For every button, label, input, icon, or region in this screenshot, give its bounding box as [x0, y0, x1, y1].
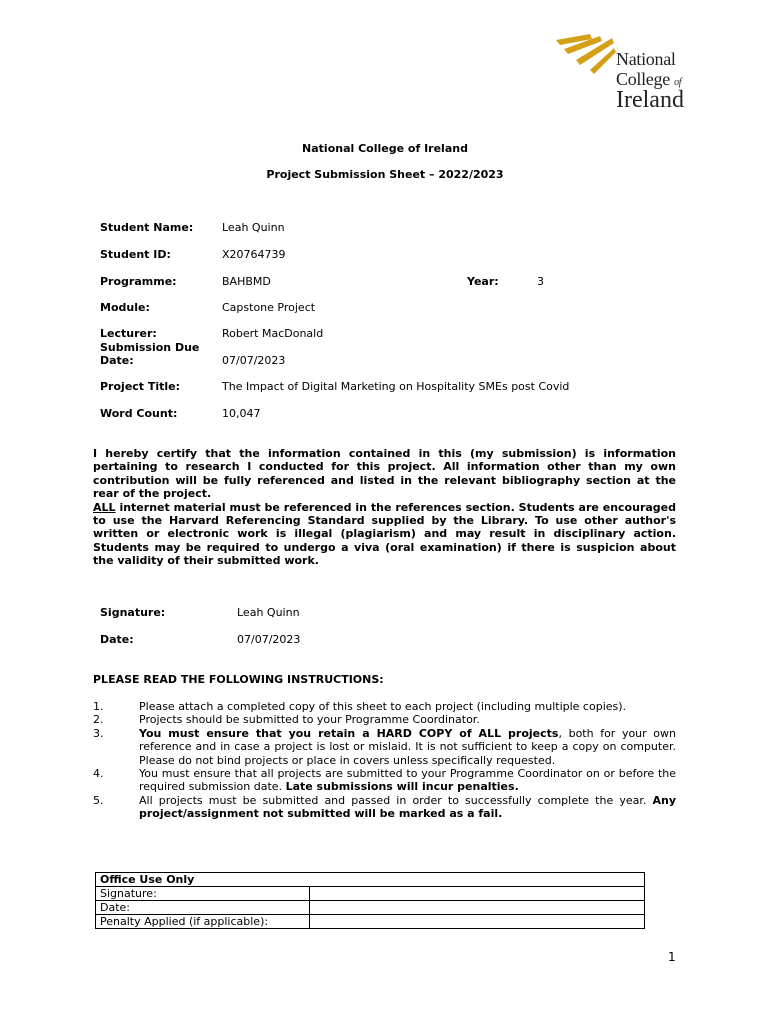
office-date-cell[interactable] — [310, 901, 645, 915]
table-row — [96, 873, 645, 887]
list-item: 4. You must ensure that all projects are submitted to your Programme Coordinator on or before the required submission date. Late submissions will incur penalties. — [93, 767, 676, 794]
due-date-label-1: Submission Due — [100, 341, 200, 354]
certification-statement — [93, 447, 676, 568]
student-name-label: Student Name: — [100, 221, 194, 234]
word-count-label: Word Count: — [100, 407, 178, 420]
all-word: ALL — [93, 500, 116, 514]
office-use-table — [95, 872, 645, 929]
logo-line-2: College — [616, 69, 670, 89]
page-number: 1 — [668, 950, 676, 964]
table-row: Signature: — [96, 887, 645, 901]
office-penalty-cell[interactable] — [310, 915, 645, 929]
student-name-value: Leah Quinn — [222, 221, 285, 234]
date-label: Date: — [100, 633, 134, 646]
project-title-value: The Impact of Digital Marketing on Hospitality SMEs post Covid — [222, 380, 570, 393]
list-item: 5. All projects must be submitted and passed in order to successfully complete the year. Any project/assignment not submitted will be marked as a fail. — [93, 793, 676, 821]
lecturer-value: Robert MacDonald — [222, 327, 324, 340]
instructions-heading: PLEASE READ THE FOLLOWING INSTRUCTIONS: — [93, 673, 384, 686]
table-row: Date: — [96, 901, 645, 915]
sheet-title: Project Submission Sheet – 2022/2023 — [266, 168, 504, 181]
module-label: Module: — [100, 301, 150, 314]
logo-of: of — [674, 77, 682, 88]
module-value: Capstone Project — [222, 301, 316, 314]
institution-title: National College of Ireland — [302, 142, 468, 155]
lecturer-label: Lecturer: — [100, 327, 157, 340]
due-date-label-2: Date: — [100, 354, 134, 367]
word-count-value: 10,047 — [222, 407, 261, 420]
project-title-label: Project Title: — [100, 380, 181, 393]
logo-emblem-icon — [556, 30, 616, 74]
programme-label: Programme: — [100, 275, 177, 288]
signature-value: Leah Quinn — [237, 606, 300, 619]
year-label: Year: — [467, 275, 499, 288]
year-value: 3 — [537, 275, 544, 288]
programme-value: BAHBMD — [222, 275, 271, 288]
certification-para-2: internet material must be referenced in the references section. Students are encouraged to use the Harvard Referencing Standard supplied by the Library. To use other author's written or electronic work is illegal (plagiarism) and may result in disciplinary action. Students may be required to undergo a viva (oral examination) if there is suspicion about the validity of their submitted work. — [93, 500, 676, 568]
table-row: Penalty Applied (if applicable): — [96, 915, 645, 929]
list-item: 3. You must ensure that you retain a HARD COPY of ALL projects, both for your own reference and in case a project is lost or mislaid. It is not sufficient to keep a copy on computer. Please do not bind projects or place in covers unless specifically requested. — [93, 726, 676, 767]
instructions-list — [93, 700, 676, 821]
certification-para-1: I hereby certify that the information contained in this (my submission) is information pertaining to research I conducted for this project. All information other than my own contribution will be fully referenced and listed in the relevant bibliography section at the rear of the project. — [93, 447, 676, 501]
due-date-value: 07/07/2023 — [222, 354, 286, 367]
student-id-label: Student ID: — [100, 248, 171, 261]
list-item: 1. Please attach a completed copy of this sheet to each project (including multiple copies). — [93, 700, 627, 713]
office-use-heading: Office Use Only — [96, 873, 645, 887]
logo-line-1: National — [616, 49, 676, 69]
date-value: 07/07/2023 — [237, 633, 301, 646]
student-id-value: X20764739 — [222, 248, 286, 261]
list-item: 2. Projects should be submitted to your Programme Coordinator. — [93, 713, 480, 727]
logo-line-3: Ireland — [616, 87, 684, 113]
college-logo — [556, 30, 696, 122]
office-signature-cell[interactable] — [310, 887, 645, 901]
signature-label: Signature: — [100, 606, 166, 619]
